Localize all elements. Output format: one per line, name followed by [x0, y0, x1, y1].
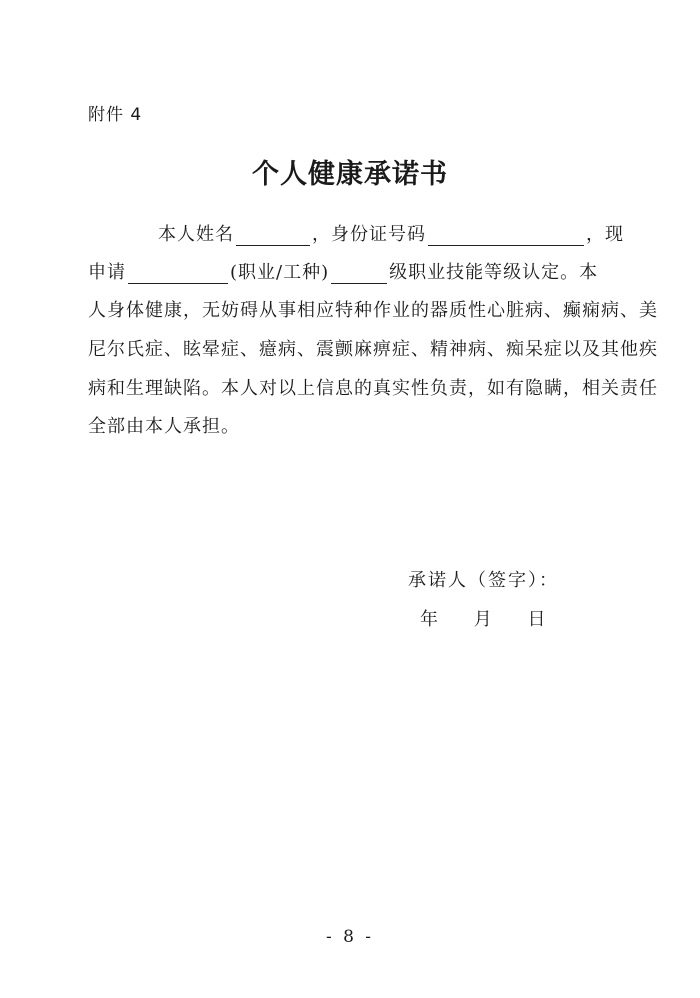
line2-end: 级职业技能等级认定。本 [389, 262, 599, 283]
date-day: 日 [527, 609, 546, 630]
paragraph-line-6: 全部由本人承担。 [88, 416, 240, 437]
signature-label: 承诺人（签字）： [408, 570, 559, 591]
date-year: 年 [420, 609, 438, 630]
name-blank[interactable] [236, 225, 310, 246]
level-blank[interactable] [331, 263, 387, 284]
occupation-label: (职业/工种) [230, 262, 330, 283]
attachment-label: 附件 4 [88, 105, 143, 125]
line1-end: ，现 [586, 224, 624, 245]
paragraph-line-5: 病和生理缺陷。本人对以上信息的真实性负责，如有隐瞒，相关责任 [88, 378, 658, 399]
id-label: ，身份证号码 [312, 224, 426, 245]
apply-label: 申请 [88, 262, 126, 283]
name-label: 本人姓名 [158, 224, 234, 245]
date-month: 月 [473, 609, 492, 630]
id-number-blank[interactable] [428, 225, 584, 246]
paragraph-line-1 [158, 220, 624, 250]
document-title: 个人健康承诺书 [252, 159, 448, 190]
paragraph-line-3: 人身体健康，无妨碍从事相应特种作业的器质性心脏病、癫痫病、美 [88, 300, 658, 321]
page-number: - 8 - [325, 927, 375, 947]
occupation-blank[interactable] [128, 263, 228, 284]
paragraph-line-2 [88, 258, 598, 288]
paragraph-line-4: 尼尔氏症、眩晕症、癔病、震颤麻痹症、精神病、痴呆症以及其他疾 [88, 339, 658, 360]
date-line [420, 605, 575, 631]
